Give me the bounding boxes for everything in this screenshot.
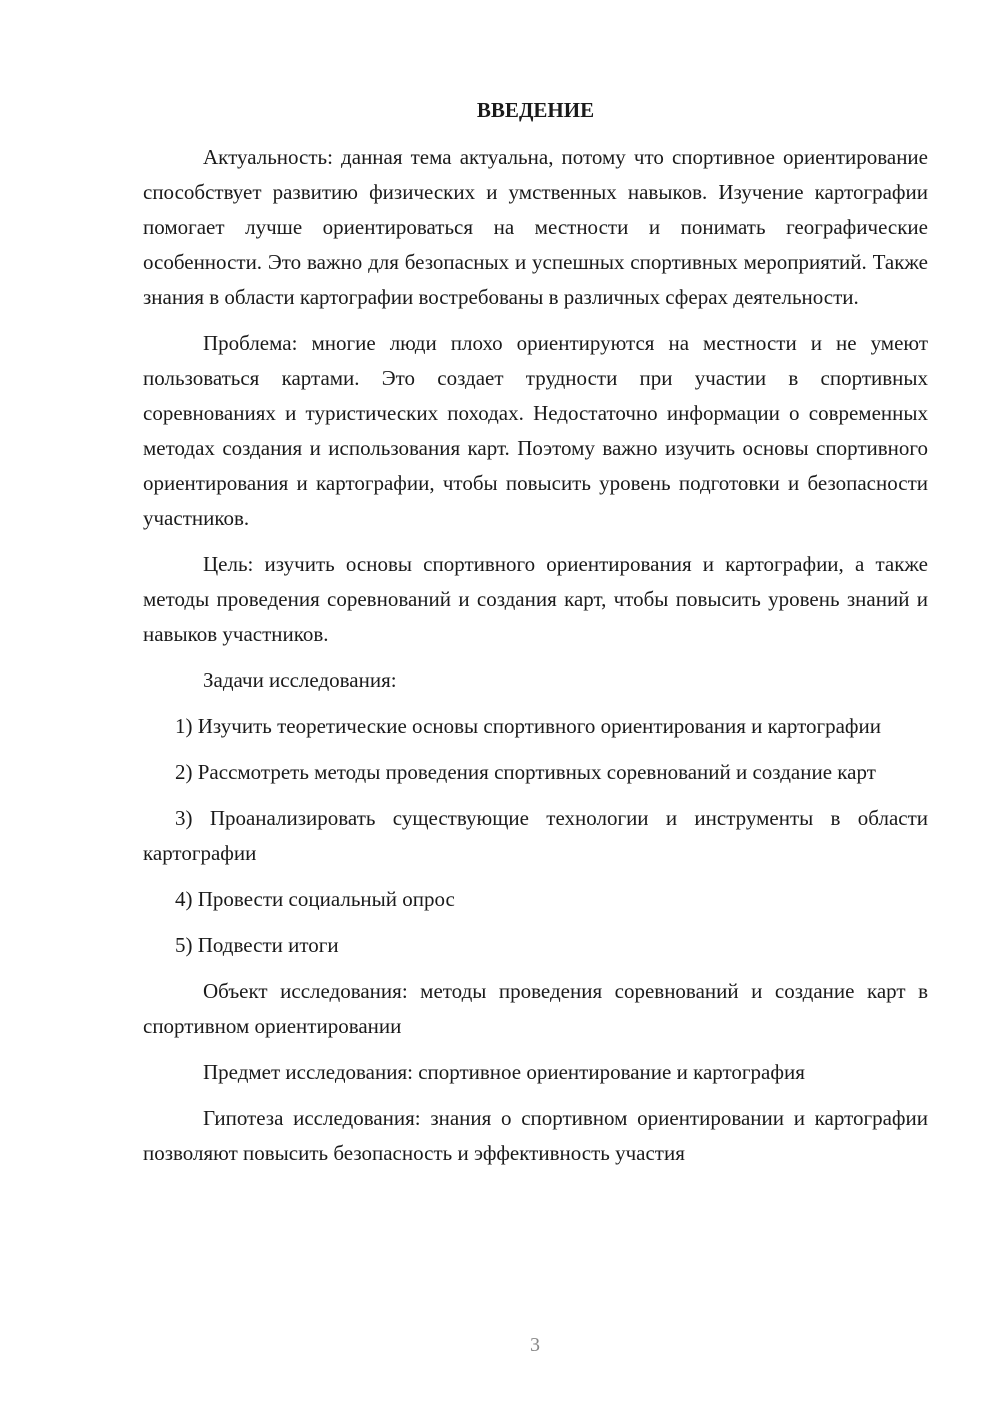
paragraph-goal: Цель: изучить основы спортивного ориентирования и картографии, а также методы проведения соревнований и создания карт, чтобы повысить уровень знаний и навыков участников. [143, 552, 928, 646]
task-item: 2) Рассмотреть методы проведения спортивных соревнований и создание карт [175, 760, 876, 784]
paragraph-object: Объект исследования: методы проведения соревнований и создание карт в спортивном ориентировании [143, 979, 928, 1038]
paragraph-relevance: Актуальность: данная тема актуальна, потому что спортивное ориентирование способствует развитию физических и умственных навыков. Изучение картографии помогает лучше ориентироваться на местности и понимать географические особенности. Это важно для безопасных и успешных спортивных мероприятий. Также знания в области картографии востребованы в различных сферах деятельности. [143, 145, 928, 309]
paragraph-problem: Проблема: многие люди плохо ориентируются на местности и не умеют пользоваться картами. Это создает трудности при участии в спортивных соревнованиях и туристических походах. Недостаточно информации о современных методах создания и использования карт. Поэтому важно изучить основы спортивного ориентирования и картографии, чтобы повысить уровень подготовки и безопасности участников. [143, 331, 928, 530]
paragraph-subject: Предмет исследования: спортивное ориентирование и картография [203, 1060, 805, 1084]
task-list [143, 709, 928, 963]
section-heading: ВВЕДЕНИЕ [476, 98, 595, 122]
document-page [143, 96, 928, 1182]
task-item: 5) Подвести итоги [175, 933, 339, 957]
task-item: 4) Провести социальный опрос [175, 887, 455, 911]
paragraph-hypothesis: Гипотеза исследования: знания о спортивном ориентировании и картографии позволяют повысить безопасность и эффективность участия [143, 1106, 928, 1165]
task-item: 3) Проанализировать существующие технологии и инструменты в области картографии [143, 806, 928, 865]
page-number: 3 [530, 1334, 540, 1356]
task-item: 1) Изучить теоретические основы спортивного ориентирования и картографии [175, 714, 881, 738]
paragraph-tasks-intro: Задачи исследования: [203, 668, 397, 692]
